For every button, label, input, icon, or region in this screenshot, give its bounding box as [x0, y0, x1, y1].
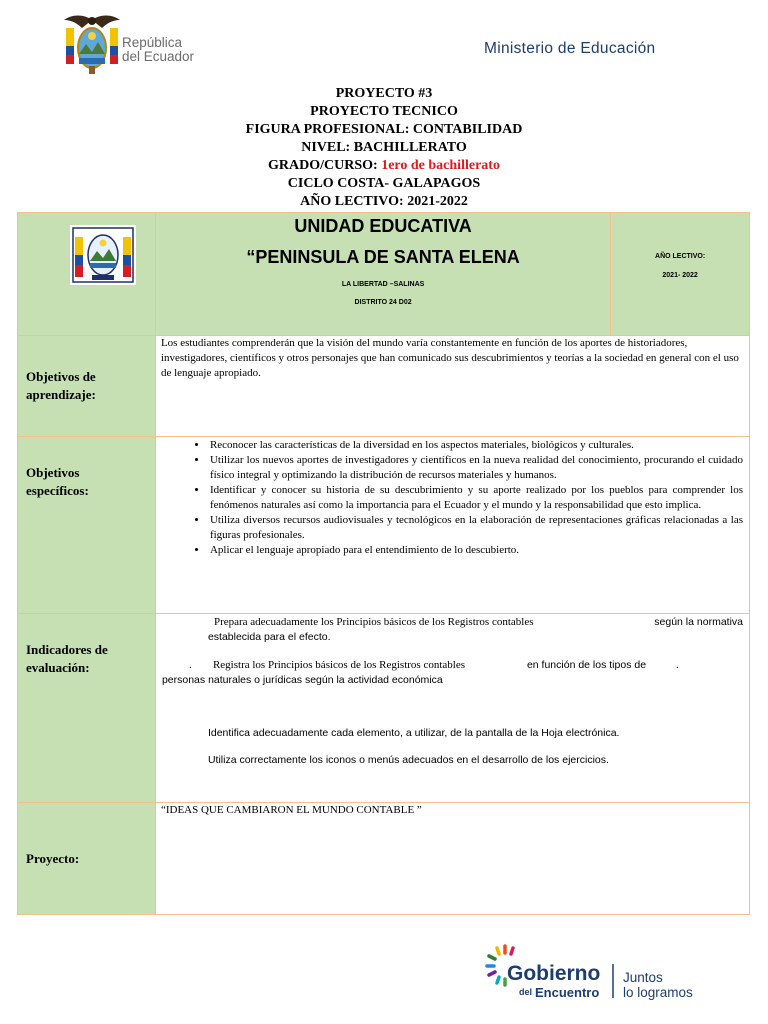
list-item: • Reconocer las características de la diversidad en los aspectos materiales, biológicos y culturales. — [208, 438, 743, 453]
school-header-row — [18, 213, 750, 336]
row-objetivos-especificos — [18, 437, 750, 614]
indicator-3: Identifica adecuadamente cada elemento, a utilizar, de la pantalla de la Hoja electrónica. — [207, 727, 620, 739]
year-value: 2021- 2022 — [662, 272, 698, 279]
school-location: LA LIBERTAD –SALINAS — [341, 281, 425, 288]
republica-line-1: República — [122, 35, 183, 50]
ministry-title: Ministerio de Educación — [484, 40, 656, 57]
row-objetivos-aprendizaje — [18, 336, 750, 437]
indicator-1b: según la normativa — [654, 616, 743, 628]
content-cell-proyecto — [155, 803, 749, 915]
label-objetivos-aprendizaje-2: aprendizaje: — [26, 387, 96, 402]
school-name-line-2: “PENINSULA DE SANTA ELENA — [246, 247, 520, 267]
title-line-3: FIGURA PROFESIONAL: CONTABILIDAD — [245, 122, 523, 137]
content-cell-objetivos-especificos — [155, 437, 749, 614]
title-line-1: PROYECTO #3 — [335, 86, 433, 101]
indicator-2-dot2: . — [675, 659, 679, 671]
republica-line-2: del Ecuador — [122, 49, 195, 64]
label-cell-objetivos-especificos — [18, 437, 156, 614]
year-label: AÑO LECTIVO: — [655, 253, 706, 260]
objetivos-especificos-list — [156, 438, 749, 558]
label-objetivos-aprendizaje-1: Objetivos de — [26, 369, 96, 384]
republica-del-ecuador-wordmark — [122, 36, 194, 64]
title-line-2: PROYECTO TECNICO — [310, 104, 458, 119]
list-item: • Identificar y conocer su historia de su descubrimiento y su aporte realizado por los pueblos para comprender los fenómenos naturales así como la importancia para el Ecuador y el mundo y la responsabilidad que esto implica. — [208, 483, 743, 513]
label-cell-indicadores — [18, 614, 156, 803]
label-proyecto: Proyecto: — [26, 850, 80, 866]
school-name-line-1: UNIDAD EDUCATIVA — [294, 216, 472, 236]
indicadores-content — [156, 614, 749, 801]
logramos-word: lo logramos — [623, 985, 693, 1000]
label-objetivos-especificos-2: específicos: — [26, 483, 89, 498]
label-indicadores-1: Indicadores de — [26, 642, 108, 657]
title-line-6: CICLO COSTA- GALAPAGOS — [287, 176, 481, 191]
indicator-1c: establecida para el efecto. — [207, 631, 331, 643]
school-logo-cell — [18, 213, 156, 336]
ecuador-coat-of-arms-logo — [62, 12, 122, 76]
title-line-4: NIVEL: BACHILLERATO — [301, 140, 467, 155]
proyecto-text: “IDEAS QUE CAMBIARON EL MUNDO CONTABLE ” — [160, 804, 422, 816]
label-cell-proyecto — [18, 803, 156, 915]
del-word: del — [519, 987, 533, 997]
grado-value: 1ero de bachillerato — [381, 158, 500, 173]
school-logo — [70, 225, 136, 285]
label-cell-objetivos-aprendizaje — [18, 336, 156, 437]
indicator-1a: Prepara adecuadamente los Principios básicos de los Registros contables — [213, 616, 534, 628]
indicator-4: Utiliza correctamente los iconos o menús adecuados en el desarrollo de los ejercicios. — [207, 754, 609, 766]
gobierno-del-encuentro-logo — [485, 942, 715, 1009]
content-cell-indicadores — [155, 614, 749, 803]
list-item: • Utilizar los nuevos aportes de investigadores y científicos en la nueva realidad del conocimiento, procurando el cuidado físico integral y optimizando la distribución de recursos materiales y humanos. — [208, 453, 743, 483]
grado-line — [0, 157, 768, 175]
indicator-2-dot: . — [188, 659, 192, 671]
school-district: DISTRITO 24 D02 — [354, 299, 412, 306]
indicator-2b: en función de los tipos de — [526, 659, 647, 671]
list-item: • Aplicar el lenguaje apropiado para el entendimiento de lo descubierto. — [208, 543, 743, 558]
school-year-cell — [611, 213, 750, 336]
row-proyecto — [18, 803, 750, 915]
school-name-cell — [155, 213, 610, 336]
list-item: • Utiliza diversos recursos audiovisuales y tecnológicos en la elaboración de representaciones gráficas relacionadas a las figuras profesionales. — [208, 513, 743, 543]
project-title-block — [0, 85, 768, 211]
encuentro-word: Encuentro — [535, 985, 600, 1000]
title-line-7: AÑO LECTIVO: 2021-2022 — [300, 194, 468, 209]
label-objetivos-especificos-1: Objetivos — [26, 465, 80, 480]
juntos-word: Juntos — [623, 970, 663, 985]
indicator-2c: personas naturales o jurídicas según la actividad económica — [161, 674, 443, 686]
objetivos-aprendizaje-text: Los estudiantes comprenderán que la visión del mundo varía constantemente en función de los aportes de historiadores, investigadores, científicos y otros personajes que han comunicado sus descubrimientos y teorías a la sociedad en general con el uso de lenguaje apropiado. — [160, 337, 739, 379]
label-indicadores-2: evaluación: — [26, 660, 90, 675]
planning-table — [17, 212, 750, 915]
row-indicadores — [18, 614, 750, 803]
content-cell-objetivos-aprendizaje — [155, 336, 749, 437]
indicator-2a: Registra los Principios básicos de los Registros contables — [212, 659, 466, 671]
gobierno-word: Gobierno — [507, 962, 601, 985]
grado-label: GRADO/CURSO: — [268, 158, 382, 173]
gobierno-logo-graphic — [485, 942, 715, 1004]
